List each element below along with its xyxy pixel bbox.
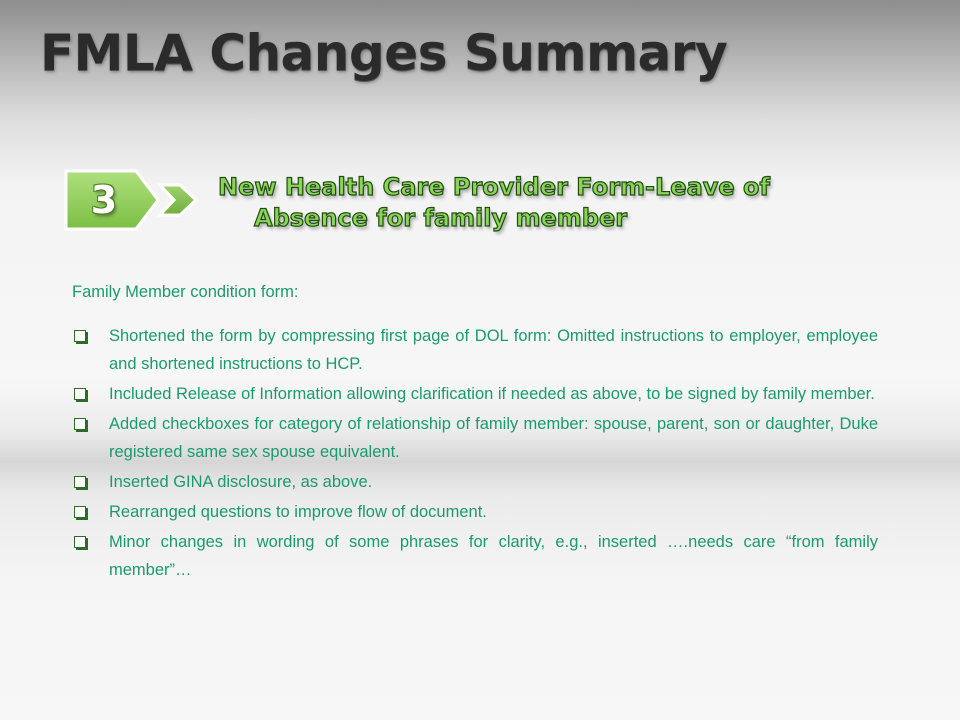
checkbox-square-icon: [74, 418, 86, 430]
checkbox-square-icon: [74, 330, 86, 342]
list-item: [72, 380, 878, 408]
checkbox-square-icon: [74, 536, 86, 548]
bullet-text: Rearranged questions to improve flow of document.: [109, 503, 487, 521]
bullet-text: Inserted GINA disclosure, as above.: [109, 473, 373, 491]
list-item: [72, 322, 878, 378]
list-item: [72, 528, 878, 584]
step-number: 3: [90, 178, 118, 222]
list-item: [72, 410, 878, 466]
section-title-line2: Absence for family member: [254, 204, 628, 232]
intro-text: Family Member condition form:: [72, 283, 299, 301]
bullet-list: [72, 322, 878, 586]
bullet-text: Added checkboxes for category of relationship of family member: spouse, parent, son or daughter, Duke registered same sex spouse equivalent.: [109, 415, 878, 461]
bullet-text: Included Release of Information allowing clarification if needed as above, to be signed by family member.: [109, 385, 875, 403]
step-indicator: [62, 165, 212, 237]
section-title-line1: New Health Care Provider Form-Leave of: [218, 173, 770, 201]
checkbox-square-icon: [74, 476, 86, 488]
section-title: [200, 172, 800, 234]
list-item: [72, 498, 878, 526]
chevron-right-icon: [160, 185, 196, 215]
bullet-text: Minor changes in wording of some phrases for clarity, e.g., inserted ….needs care “from family member”…: [109, 533, 878, 579]
checkbox-square-icon: [74, 388, 86, 400]
checkbox-square-icon: [74, 506, 86, 518]
bullet-text: Shortened the form by compressing first page of DOL form: Omitted instructions to employer, employee and shortened instructions to HCP.: [109, 327, 878, 373]
slide-title: FMLA Changes Summary: [40, 24, 728, 82]
list-item: [72, 468, 878, 496]
